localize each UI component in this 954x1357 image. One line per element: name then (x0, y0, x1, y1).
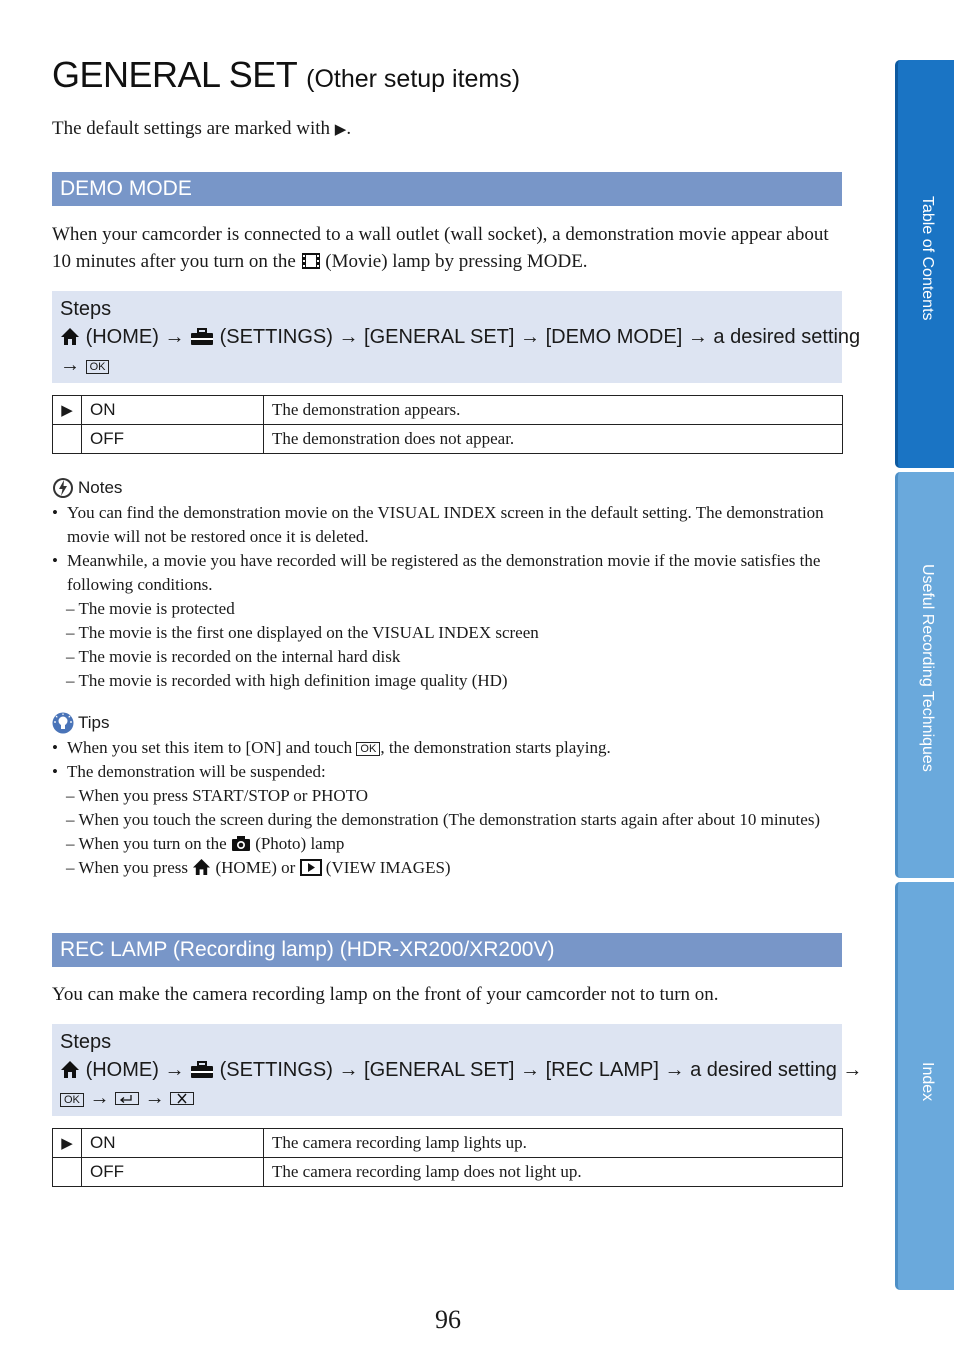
list-item: – When you press (HOME) or (VIEW IMAGES) (66, 858, 451, 877)
list-item: • Meanwhile, a movie you have recorded will be registered as the demonstration movie if the movie satisfies the following conditions. (52, 549, 842, 597)
table-row: ▶ ON The demonstration appears. (53, 396, 843, 425)
demo-mode-description: When your camcorder is connected to a wall outlet (wall socket), a demonstration movie appear about 10 minutes after you turn on the (Movie) lamp by pressing MODE. (52, 224, 829, 272)
list-item: – The movie is recorded with high definition image quality (HD) (66, 671, 508, 690)
list-item: – When you press START/STOP or PHOTO (66, 786, 369, 805)
rec-lamp-options-table (52, 1128, 843, 1187)
list-item: – The movie is recorded on the internal hard disk (66, 647, 401, 666)
notes-list (52, 501, 842, 693)
page-number: 96 (435, 1305, 461, 1334)
home-icon (60, 327, 80, 346)
list-item: – The movie is protected (66, 599, 235, 618)
title-main: GENERAL SET (52, 54, 298, 95)
default-mark-icon: ▶ (53, 396, 82, 425)
list-item: – When you turn on the (Photo) lamp (66, 834, 345, 853)
sidebar-nav (895, 60, 954, 1290)
tips-list (52, 736, 842, 880)
home-icon (192, 858, 211, 876)
demo-mode-heading: DEMO MODE (52, 172, 842, 206)
demo-mode-steps: Steps (HOME) → (SETTINGS) → [GENERAL SET] → [DEMO MODE] → a desired setting → OK (52, 291, 842, 383)
steps-title: Steps (60, 1031, 112, 1053)
view-images-icon (300, 859, 322, 876)
table-row: ▶ ON The camera recording lamp lights up. (53, 1129, 843, 1158)
table-row: OFF The camera recording lamp does not light up. (53, 1158, 843, 1187)
rec-lamp-heading: REC LAMP (Recording lamp) (HDR-XR200/XR200V) (52, 933, 842, 967)
rec-lamp-steps: Steps (HOME) → (SETTINGS) → [GENERAL SET] → [REC LAMP] → a desired setting → OK → → (52, 1024, 842, 1116)
default-mark-icon: ▶ (53, 1129, 82, 1158)
return-icon (115, 1092, 139, 1105)
movie-icon (301, 252, 321, 270)
settings-toolbox-icon (190, 328, 214, 346)
list-item: • You can find the demonstration movie on the VISUAL INDEX screen in the default setting. The demonstration movie will not be restored once it is deleted. (52, 501, 842, 549)
demo-mode-options-table (52, 395, 843, 454)
intro-text: The default settings are marked with ▶. (52, 118, 352, 139)
close-icon (170, 1092, 194, 1105)
rec-lamp-description: You can make the camera recording lamp on the front of your camcorder not to turn on. (52, 984, 719, 1005)
page-title (52, 54, 520, 96)
notes-icon (52, 477, 74, 499)
steps-title: Steps (60, 298, 112, 320)
title-sub: (Other setup items) (306, 65, 521, 93)
tab-useful-recording-techniques[interactable]: Useful Recording Techniques (895, 472, 954, 878)
ok-button-icon: OK (356, 742, 380, 756)
list-item: • When you set this item to [ON] and touch OK , the demonstration starts playing. (52, 736, 842, 760)
default-mark-icon: ▶ (334, 122, 347, 138)
table-row: OFF The demonstration does not appear. (53, 425, 843, 454)
tab-table-of-contents[interactable]: Table of Contents (895, 60, 954, 468)
list-item: – The movie is the first one displayed on the VISUAL INDEX screen (66, 623, 539, 642)
list-item: • The demonstration will be suspended: (52, 760, 842, 784)
notes-heading: Notes (52, 477, 122, 499)
ok-button-icon: OK (60, 1093, 84, 1107)
settings-toolbox-icon (190, 1061, 214, 1079)
tab-index[interactable]: Index (895, 882, 954, 1290)
ok-button-icon: OK (86, 360, 110, 374)
tips-lightbulb-icon (52, 712, 74, 734)
list-item: – When you touch the screen during the demonstration (The demonstration starts again after about 10 minutes) (66, 810, 821, 829)
tips-heading: Tips (52, 712, 110, 734)
home-icon (60, 1060, 80, 1079)
camera-icon (231, 835, 251, 852)
